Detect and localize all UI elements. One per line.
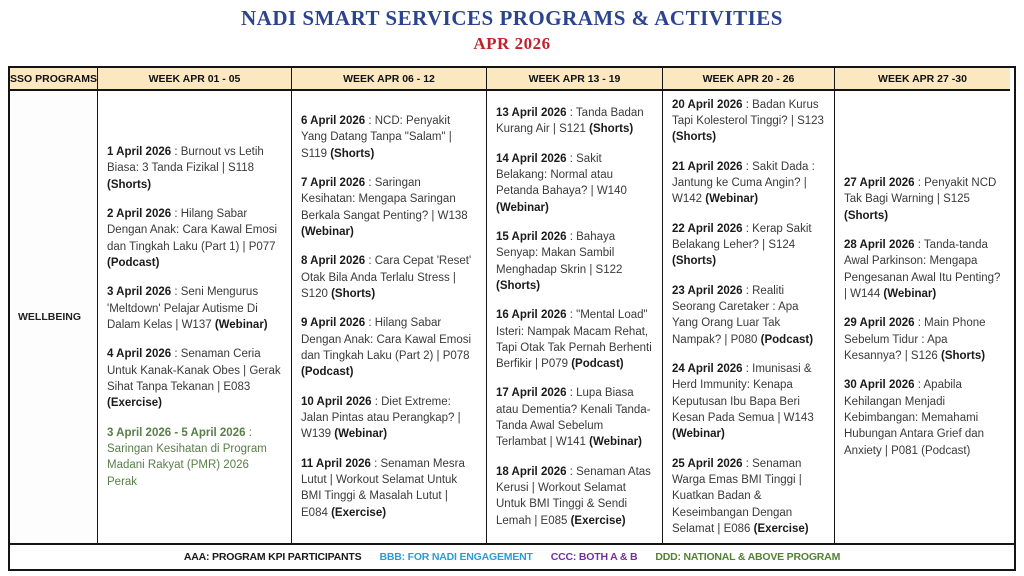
legend-item-2: BBB: FOR NADI ENGAGEMENT	[379, 551, 533, 563]
week-cell-4	[662, 91, 834, 543]
event-date: 22 April 2026	[672, 222, 743, 235]
event-date: 1 April 2026	[107, 146, 172, 159]
event-type-tag: (Webinar)	[496, 201, 549, 214]
event-entry: 29 April 2026 : Main Phone Sebelum Tidur : Apa Kesannya? | S126 (Shorts)	[844, 317, 986, 362]
event-type-tag: (Podcast)	[301, 366, 354, 379]
event-type-tag: (Podcast)	[760, 333, 814, 346]
event-date: 15 April 2026	[496, 230, 567, 243]
event-date: 2 April 2026	[107, 208, 172, 221]
event-entry: 6 April 2026 : NCD: Penyakit Yang Datang Tanpa "Salam" | S119 (Shorts)	[301, 115, 452, 160]
event-entry: 17 April 2026 : Lupa Biasa atau Dementia? Kenali Tanda-Tanda Awal Sebelum Terlambat | W141 (Webinar)	[496, 387, 651, 449]
event-entry: 3 April 2026 - 5 April 2026 : Saringan Kesihatan di Program Madani Rakyat (PMR) 2026 Perak	[107, 426, 267, 488]
event-date: 17 April 2026	[496, 387, 567, 400]
schedule-table	[8, 66, 1016, 571]
event-type-tag: (Exercise)	[331, 506, 387, 519]
event-type-tag: (Shorts)	[330, 147, 375, 160]
event-entry: 27 April 2026 : Penyakit NCD Tak Bagi Warning | S125 (Shorts)	[844, 177, 997, 222]
column-header-sso-programs: SSO PROGRAMS	[10, 68, 97, 91]
event-date: 10 April 2026	[301, 395, 372, 408]
event-entry: 1 April 2026 : Burnout vs Letih Biasa: 3 Tanda Fizikal | S118 (Shorts)	[107, 146, 264, 191]
event-date: 3 April 2026 - 5 April 2026	[107, 426, 246, 439]
event-type-tag: (Exercise)	[570, 514, 626, 527]
table-body-row	[10, 91, 1014, 543]
event-type-tag: (Webinar)	[672, 428, 725, 441]
event-entry: 23 April 2026 : Realiti Seorang Caretaker : Apa Yang Orang Luar Tak Nampak? | P080 (Podcast)	[672, 284, 814, 346]
event-entry: 8 April 2026 : Cara Cepat 'Reset' Otak Bila Anda Terlalu Stress | S120 (Shorts)	[301, 255, 472, 300]
event-type-tag: (Shorts)	[844, 209, 889, 222]
event-date: 6 April 2026	[301, 115, 366, 128]
event-date: 7 April 2026	[301, 177, 366, 190]
event-date: 27 April 2026	[844, 177, 915, 190]
event-date: 25 April 2026	[672, 457, 743, 470]
event-type-tag: (Shorts)	[496, 279, 541, 292]
event-date: 4 April 2026	[107, 348, 172, 361]
event-date: 20 April 2026	[672, 98, 743, 111]
legend-item-1: AAA: PROGRAM KPI PARTICIPANTS	[183, 551, 362, 563]
table-header-row	[10, 68, 1014, 91]
event-date: 24 April 2026	[672, 363, 743, 375]
event-type-tag: (Shorts)	[672, 255, 717, 268]
event-entry: 2 April 2026 : Hilang Sabar Dengan Anak: Cara Kawal Emosi dan Tingkah Laku (Part 1) | P077 (Podcast)	[107, 208, 278, 270]
event-type-tag: (Webinar)	[883, 288, 937, 300]
legend-item-3: CCC: BOTH A & B	[550, 551, 638, 563]
event-entry: 30 April 2026 : Apabila Kehilangan Menjadi Kebimbangan: Memahami Hubungan Antara Grief dan Anxiety | P081 (Podcast)	[844, 379, 985, 457]
event-type-tag: (Podcast)	[107, 257, 160, 270]
column-header-week-3: WEEK APR 13 - 19	[486, 68, 662, 91]
event-date: 9 April 2026	[301, 317, 366, 330]
event-entry: 22 April 2026 : Kerap Sakit Belakang Leher? | S124 (Shorts)	[672, 222, 812, 268]
event-type-tag: (Exercise)	[107, 397, 162, 410]
event-date: 28 April 2026	[844, 239, 915, 252]
event-date: 16 April 2026	[496, 309, 567, 322]
event-type-tag: (Shorts)	[107, 178, 152, 191]
event-type-tag: (Webinar)	[705, 193, 759, 206]
event-date: 29 April 2026	[844, 317, 915, 330]
event-type-tag: (Shorts)	[331, 288, 376, 300]
program-label: WELLBEING	[18, 311, 81, 323]
event-date: 30 April 2026	[844, 379, 915, 392]
week-cell-3	[486, 91, 662, 543]
event-date: 8 April 2026	[301, 255, 366, 268]
event-type-tag: (Shorts)	[589, 123, 634, 136]
event-date: 14 April 2026	[496, 152, 567, 165]
event-date: 11 April 2026	[301, 457, 371, 470]
column-header-week-5: WEEK APR 27 -30	[834, 68, 1010, 91]
column-header-week-1: WEEK APR 01 - 05	[97, 68, 291, 91]
event-entry: 10 April 2026 : Diet Extreme: Jalan Pintas atau Perangkap? | W139 (Webinar)	[301, 395, 461, 441]
event-type-tag: (Shorts)	[940, 349, 986, 362]
event-type-tag: (Webinar)	[334, 428, 388, 441]
event-entry: 20 April 2026 : Badan Kurus Tapi Kolesterol Tinggi? | S123 (Shorts)	[672, 98, 824, 144]
event-entry: 9 April 2026 : Hilang Sabar Dengan Anak: Cara Kawal Emosi dan Tingkah Laku (Part 2) | P078 (Podcast)	[301, 317, 472, 379]
event-entry: 7 April 2026 : Saringan Kesihatan: Mengapa Saringan Berkala Sangat Penting? | W138 (Webinar)	[301, 177, 468, 239]
event-entry: 14 April 2026 : Sakit Belakang: Normal atau Petanda Bahaya? | W140 (Webinar)	[496, 152, 627, 214]
legend-row	[10, 543, 1014, 569]
event-date: 21 April 2026	[672, 160, 743, 173]
week-cell-5	[834, 91, 1010, 543]
event-date: 23 April 2026	[672, 284, 743, 297]
page-title: NADI SMART SERVICES PROGRAMS & ACTIVITIES	[241, 6, 783, 30]
legend-item-4: DDD: NATIONAL & ABOVE PROGRAM	[655, 551, 841, 563]
event-entry: 3 April 2026 : Seni Mengurus 'Meltdown' Pelajar Autisme Di Dalam Kelas | W137 (Webinar)	[107, 286, 268, 331]
event-type-tag: (Podcast)	[571, 358, 624, 371]
event-date: 13 April 2026	[496, 106, 567, 119]
event-type-tag: (Shorts)	[672, 131, 717, 144]
page-subtitle: APR 2026	[473, 34, 551, 53]
event-entry: 4 April 2026 : Senaman Ceria Untuk Kanak-Kanak Obes | Gerak Sihat Tanpa Tekanan | E083 (Exercise)	[107, 348, 281, 410]
column-header-week-4: WEEK APR 20 - 26	[662, 68, 834, 91]
event-entry: 13 April 2026 : Tanda Badan Kurang Air | S121 (Shorts)	[496, 106, 644, 136]
event-date: 18 April 2026	[496, 465, 567, 478]
event-entry: 18 April 2026 : Senaman Atas Kerusi | Workout Selamat Untuk BMI Tinggi & Sendi Lemah | E085 (Exercise)	[496, 465, 651, 527]
program-cell	[10, 91, 97, 543]
event-type-tag: (Webinar)	[589, 436, 642, 449]
week-cell-2	[291, 91, 486, 543]
event-entry: 21 April 2026 : Sakit Dada : Jantung ke Cuma Angin? | W142 (Webinar)	[672, 160, 815, 206]
event-type-tag: (Exercise)	[753, 522, 809, 535]
week-cell-1	[97, 91, 291, 543]
event-entry: 16 April 2026 : "Mental Load" Isteri: Nampak Macam Rehat, Tapi Otak Tak Pernah Berhenti Berfikir | P079 (Podcast)	[496, 309, 652, 371]
event-date: 3 April 2026	[107, 286, 172, 299]
event-type-tag: (Webinar)	[301, 226, 354, 239]
event-entry: 24 April 2026 : Imunisasi & Herd Immunity: Kenapa Keputusan Ibu Bapa Beri Kesan Pada Semua | W143 (Webinar)	[672, 363, 814, 441]
event-entry: 25 April 2026 : Senaman Warga Emas BMI Tinggi | Kuatkan Badan & Keseimbangan Dengan Selamat | E086 (Exercise)	[672, 457, 809, 535]
event-entry: 28 April 2026 : Tanda-tanda Awal Parkinson: Mengapa Pengesanan Awal Itu Penting? | W144 (Webinar)	[844, 239, 1001, 300]
column-header-week-2: WEEK APR 06 - 12	[291, 68, 486, 91]
event-entry: 11 April 2026 : Senaman Mesra Lutut | Workout Selamat Untuk BMI Tinggi & Masalah Lutut | E084 (Exercise)	[301, 457, 465, 519]
event-entry: 15 April 2026 : Bahaya Senyap: Makan Sambil Menghadap Skrin | S122 (Shorts)	[496, 230, 623, 292]
event-type-tag: (Webinar)	[214, 319, 268, 331]
